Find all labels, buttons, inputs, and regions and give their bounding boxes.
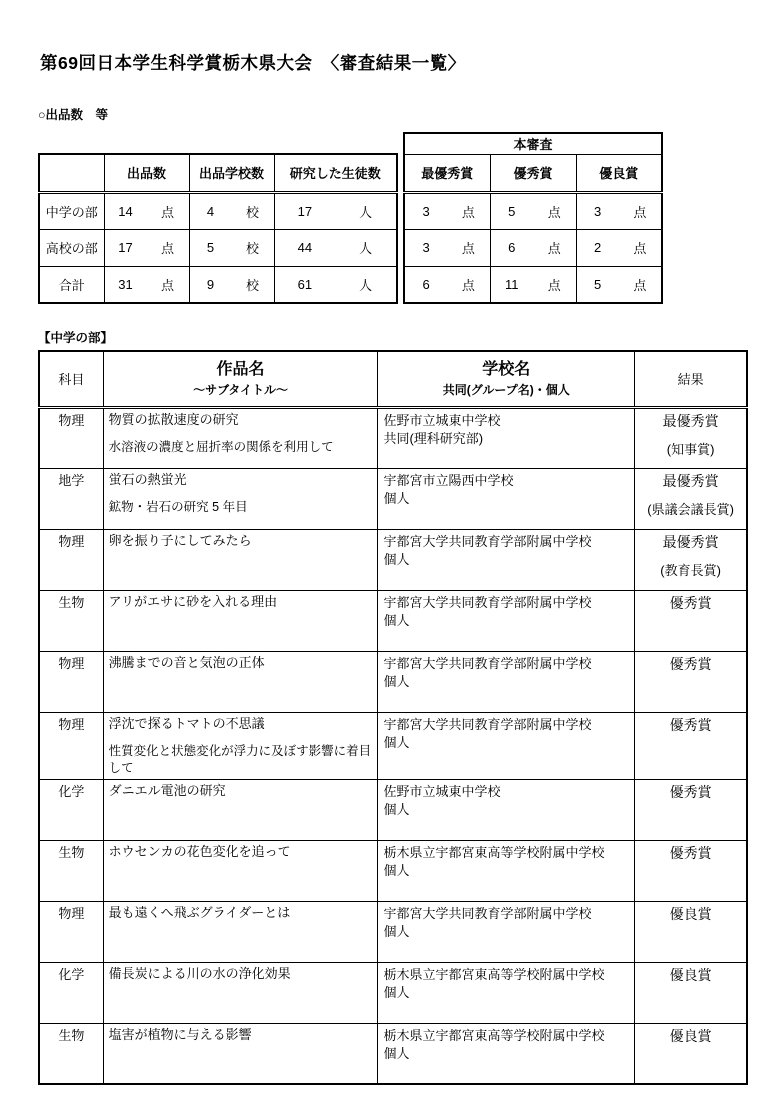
entries-cell xyxy=(104,229,189,266)
work-title: アリがエサに砂を入れる理由 xyxy=(108,593,278,609)
top-award-unit: 点 xyxy=(461,204,475,220)
school-cell xyxy=(378,468,635,529)
subject-cell: 化学 xyxy=(39,962,103,1023)
result-row xyxy=(39,901,747,962)
result-value: 優秀賞 xyxy=(669,844,712,861)
member-type: 個人 xyxy=(383,863,410,879)
work-title-cell xyxy=(103,901,378,962)
school-cell xyxy=(378,901,635,962)
result-cell xyxy=(635,840,747,901)
main-judging-header: 本審査 xyxy=(404,133,662,154)
subject-cell: 物理 xyxy=(39,901,103,962)
excellence-award-value: 5 xyxy=(508,203,516,219)
schools-unit: 校 xyxy=(245,241,259,256)
result-row xyxy=(39,840,747,901)
result-cell xyxy=(635,712,747,779)
work-title-cell xyxy=(103,779,378,840)
merit-award-value: 3 xyxy=(594,203,602,219)
work-title-cell xyxy=(103,407,378,468)
member-type: 共同(理科研究部) xyxy=(383,430,484,446)
page-title: 第69回日本学生科学賞栃木県大会 〈審査結果一覧〉 xyxy=(40,53,466,73)
students-cell xyxy=(274,229,397,266)
students-value: 61 xyxy=(297,276,313,292)
students-cell xyxy=(274,266,397,303)
summary-row xyxy=(39,266,397,303)
result-cell xyxy=(635,529,747,590)
excellence-award-cell xyxy=(490,192,576,229)
work-title: ホウセンカの花色変化を追って xyxy=(108,843,291,859)
merit-award-unit: 点 xyxy=(633,204,647,220)
summary-row xyxy=(39,192,397,229)
result-value: 優良賞 xyxy=(669,905,712,922)
school-cell xyxy=(378,779,635,840)
schools-unit: 校 xyxy=(245,204,259,220)
result-value: 優良賞 xyxy=(669,1027,712,1044)
entries-value: 31 xyxy=(118,276,133,292)
merit-award-unit: 点 xyxy=(633,241,647,256)
schools-cell xyxy=(189,192,274,229)
subject-cell: 生物 xyxy=(39,840,103,901)
work-title: 蛍石の熱蛍光 xyxy=(108,471,187,487)
work-title-cell xyxy=(103,590,378,651)
school-name: 栃木県立宇都宮東高等学校附属中学校 xyxy=(383,844,605,860)
result-row xyxy=(39,468,747,529)
work-subtitle-header: ～サブタイトル～ xyxy=(193,382,289,397)
top-award-value: 3 xyxy=(422,203,430,219)
subject-cell: 物理 xyxy=(39,651,103,712)
result-value: 優秀賞 xyxy=(669,716,712,733)
subject-cell: 化学 xyxy=(39,779,103,840)
school-name: 宇都宮大学共同教育学部附属中学校 xyxy=(383,655,592,671)
col-header-students: 研究した生徒数 xyxy=(274,154,397,192)
subject-cell: 物理 xyxy=(39,529,103,590)
school-name: 宇都宮大学共同教育学部附属中学校 xyxy=(383,594,592,610)
summary-row-label: 中学の部 xyxy=(39,192,104,229)
entries-unit: 点 xyxy=(160,204,174,220)
work-title-cell xyxy=(103,712,378,779)
subject-cell: 生物 xyxy=(39,590,103,651)
work-title-header: 作品名 xyxy=(216,360,265,378)
excellence-award-unit: 点 xyxy=(547,241,561,256)
students-cell xyxy=(274,192,397,229)
excellence-award-value: 11 xyxy=(505,276,519,292)
member-type: 個人 xyxy=(383,612,410,628)
col-header-school xyxy=(378,351,635,407)
work-title-cell xyxy=(103,529,378,590)
school-cell xyxy=(378,529,635,590)
school-cell xyxy=(378,712,635,779)
main-judging-header-row xyxy=(404,133,662,154)
schools-cell xyxy=(189,266,274,303)
member-type: 個人 xyxy=(383,802,410,818)
students-value: 17 xyxy=(297,203,313,219)
top-award-unit: 点 xyxy=(461,241,475,256)
result-value: 最優秀賞 xyxy=(662,533,719,550)
top-award-cell xyxy=(404,266,490,303)
entries-cell xyxy=(104,192,189,229)
result-cell xyxy=(635,779,747,840)
junior-high-section-label: 【中学の部】 xyxy=(38,331,114,345)
merit-award-value: 2 xyxy=(594,240,602,255)
work-title: 卵を振り子にしてみたら xyxy=(108,532,252,548)
work-title: 塩害が植物に与える影響 xyxy=(108,1026,252,1042)
school-name: 佐野市立城東中学校 xyxy=(383,412,501,428)
result-cell xyxy=(635,590,747,651)
schools-value: 4 xyxy=(206,203,215,219)
award-columns-header-row xyxy=(404,154,662,192)
result-value: 優良賞 xyxy=(669,966,712,983)
subject-cell: 物理 xyxy=(39,712,103,779)
summary-header-row xyxy=(39,154,397,192)
awards-row xyxy=(404,192,662,229)
excellence-award-cell xyxy=(490,266,576,303)
students-unit: 人 xyxy=(359,241,373,256)
schools-value: 9 xyxy=(206,276,215,292)
entries-value: 14 xyxy=(118,203,133,219)
school-subtitle-header: 共同(グループ名)・個人 xyxy=(442,382,570,397)
work-title-cell xyxy=(103,651,378,712)
excellence-award-cell xyxy=(490,229,576,266)
result-note: (教育長賞) xyxy=(660,563,721,579)
col-header-work xyxy=(103,351,378,407)
top-award-unit: 点 xyxy=(461,277,475,293)
top-award-cell xyxy=(404,229,490,266)
students-unit: 人 xyxy=(359,204,373,220)
schools-cell xyxy=(189,229,274,266)
entries-cell xyxy=(104,266,189,303)
col-header-schools: 出品学校数 xyxy=(189,154,274,192)
entries-unit: 点 xyxy=(160,277,174,293)
work-subtitle: 水溶液の濃度と屈折率の関係を利用して xyxy=(108,440,334,455)
schools-unit: 校 xyxy=(245,277,259,293)
result-row xyxy=(39,712,747,779)
work-subtitle: 鉱物・岩石の研究 5 年目 xyxy=(108,500,248,515)
work-title-cell xyxy=(103,468,378,529)
work-title-cell xyxy=(103,1023,378,1084)
schools-value: 5 xyxy=(206,240,215,255)
col-header-entries: 出品数 xyxy=(104,154,189,192)
result-value: 最優秀賞 xyxy=(662,472,719,489)
member-type: 個人 xyxy=(383,490,410,506)
work-title: 沸騰までの音と気泡の正体 xyxy=(108,654,265,670)
result-row xyxy=(39,1023,747,1084)
member-type: 個人 xyxy=(383,734,410,750)
school-name: 佐野市立城東中学校 xyxy=(383,783,501,799)
school-cell xyxy=(378,840,635,901)
result-value: 最優秀賞 xyxy=(662,412,719,429)
excellence-award-unit: 点 xyxy=(547,277,561,293)
summary-main-table xyxy=(38,153,398,304)
result-cell xyxy=(635,468,747,529)
work-subtitle: 性質変化と状態変化が浮力に及ぼす影響に着目して xyxy=(108,744,372,775)
top-award-value: 3 xyxy=(422,240,430,255)
member-type: 個人 xyxy=(383,673,410,689)
col-header-merit-award: 優良賞 xyxy=(576,154,662,192)
school-name: 栃木県立宇都宮東高等学校附属中学校 xyxy=(383,966,605,982)
result-row xyxy=(39,962,747,1023)
school-name: 宇都宮大学共同教育学部附属中学校 xyxy=(383,533,592,549)
member-type: 個人 xyxy=(383,924,410,940)
result-cell xyxy=(635,407,747,468)
results-header-row xyxy=(39,351,747,407)
summary-tables xyxy=(38,132,748,304)
students-unit: 人 xyxy=(359,277,373,293)
result-row xyxy=(39,529,747,590)
awards-row xyxy=(404,229,662,266)
students-value: 44 xyxy=(297,240,313,255)
school-cell xyxy=(378,590,635,651)
subject-cell: 生物 xyxy=(39,1023,103,1084)
school-cell xyxy=(378,962,635,1023)
result-cell xyxy=(635,962,747,1023)
merit-award-cell xyxy=(576,266,662,303)
col-header-excellence-award: 優秀賞 xyxy=(490,154,576,192)
summary-row-label: 合計 xyxy=(39,266,104,303)
school-name: 宇都宮大学共同教育学部附属中学校 xyxy=(383,905,592,921)
subject-cell: 物理 xyxy=(39,407,103,468)
merit-award-unit: 点 xyxy=(633,277,647,293)
excellence-award-unit: 点 xyxy=(547,204,561,220)
work-title: 備長炭による川の水の浄化効果 xyxy=(108,965,291,981)
entries-section-label: ○出品数 等 xyxy=(38,108,109,122)
summary-row xyxy=(39,229,397,266)
school-name: 宇都宮市立陽西中学校 xyxy=(383,472,514,488)
entries-value: 17 xyxy=(118,240,133,255)
merit-award-cell xyxy=(576,192,662,229)
top-award-value: 6 xyxy=(422,276,430,292)
subject-cell: 地学 xyxy=(39,468,103,529)
work-title: 最も遠くへ飛ぶグライダーとは xyxy=(108,904,291,920)
result-value: 優秀賞 xyxy=(669,594,712,611)
school-name: 宇都宮大学共同教育学部附属中学校 xyxy=(383,716,592,732)
result-cell xyxy=(635,901,747,962)
col-header-subject: 科目 xyxy=(39,351,103,407)
result-note: (知事賞) xyxy=(666,442,715,458)
result-row xyxy=(39,651,747,712)
merit-award-value: 5 xyxy=(594,276,602,292)
top-award-cell xyxy=(404,192,490,229)
member-type: 個人 xyxy=(383,985,410,1001)
summary-awards-table xyxy=(403,132,663,304)
work-title: 浮沈で探るトマトの不思議 xyxy=(108,715,265,731)
member-type: 個人 xyxy=(383,551,410,567)
result-note: (県議会議長賞) xyxy=(647,502,734,518)
result-row xyxy=(39,407,747,468)
result-cell xyxy=(635,651,747,712)
result-value: 優秀賞 xyxy=(669,783,712,800)
corner-cell xyxy=(39,154,104,192)
school-name: 栃木県立宇都宮東高等学校附属中学校 xyxy=(383,1027,605,1043)
col-header-top-award: 最優秀賞 xyxy=(404,154,490,192)
summary-row-label: 高校の部 xyxy=(39,229,104,266)
entries-unit: 点 xyxy=(160,241,174,256)
result-row xyxy=(39,779,747,840)
member-type: 個人 xyxy=(383,1046,410,1062)
work-title-cell xyxy=(103,840,378,901)
result-row xyxy=(39,590,747,651)
merit-award-cell xyxy=(576,229,662,266)
school-cell xyxy=(378,407,635,468)
work-title: 物質の拡散速度の研究 xyxy=(108,411,239,427)
school-cell xyxy=(378,651,635,712)
results-table xyxy=(38,350,748,1085)
col-header-result: 結果 xyxy=(635,351,747,407)
school-cell xyxy=(378,1023,635,1084)
work-title-cell xyxy=(103,962,378,1023)
awards-row xyxy=(404,266,662,303)
result-cell xyxy=(635,1023,747,1084)
excellence-award-value: 6 xyxy=(508,240,516,255)
result-value: 優秀賞 xyxy=(669,655,712,672)
school-title-header: 学校名 xyxy=(482,360,531,378)
work-title: ダニエル電池の研究 xyxy=(108,782,226,798)
